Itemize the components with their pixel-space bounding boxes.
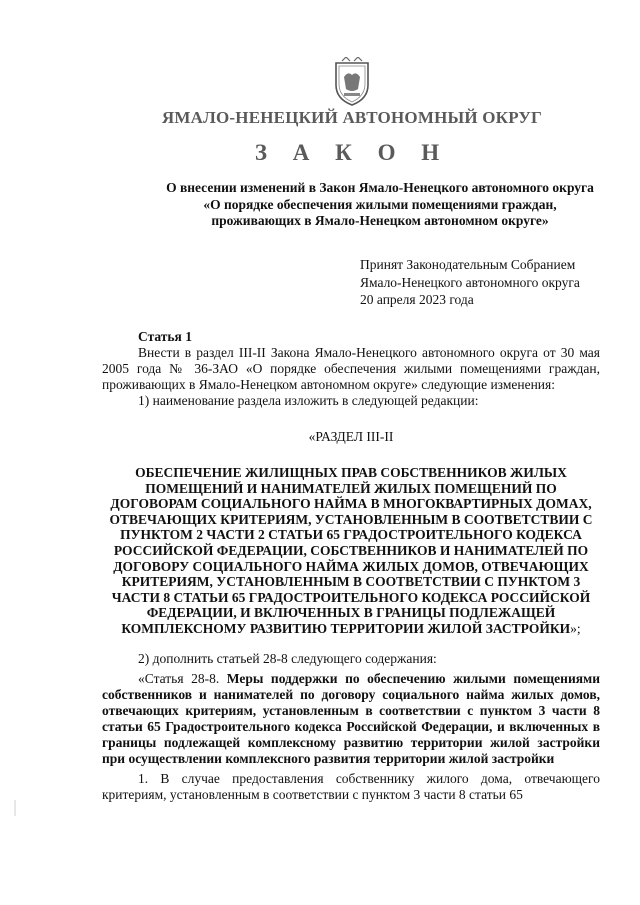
article-intro: Внести в раздел III-II Закона Ямало-Ненецкого автономного округа от 30 мая 2005 года № 36-ЗАО «О порядке обеспечения жилыми помещениями граждан, проживающих в Ямало-Ненецком автономном округе» следующие изменения: (102, 345, 600, 392)
subject-line-1: О внесении изменений в Закон Ямало-Ненецкого автономного округа (166, 180, 594, 195)
adoption-line-1: Принят Законодательным Собранием (360, 257, 576, 272)
law-subject (100, 180, 640, 230)
scan-margin-mark (14, 800, 16, 816)
new-article (102, 671, 600, 767)
item-1: 1) наименование раздела изложить в следующей редакции: (138, 393, 479, 408)
adoption-line-2: Ямало-Ненецкого автономного округа (360, 274, 580, 290)
coat-of-arms-icon (330, 57, 374, 107)
section-heading: «РАЗДЕЛ III-II (308, 429, 394, 444)
region-title: ЯМАЛО-НЕНЕЦКИЙ АВТОНОМНЫЙ ОКРУГ (161, 108, 543, 127)
new-article-prefix: «Статья 28-8. (138, 670, 227, 686)
adoption-date: 20 апреля 2023 года (360, 292, 474, 307)
adoption-note (360, 256, 580, 309)
item-2: 2) дополнить статьей 28-8 следующего содержания: (138, 650, 437, 666)
subject-line-2: «О порядке обеспечения жилыми помещениями граждан, (203, 196, 557, 212)
article-heading: Статья 1 (138, 329, 192, 344)
section-title (102, 465, 600, 637)
section-title-end: »; (570, 620, 581, 636)
new-article-title: Меры поддержки по обеспечению жилыми помещениями собственников и нанимателей по договору социального найма жилых домов, отвечающих критериям, установленным в соответствии с пунктом 3 части 8 статьи 65 Градостроительного кодекса Российской Федерации, и включенных в границы подлежащей комплексному развитию территории жилой застройки при осуществлении комплексного развития территории жилой застройки (102, 670, 600, 766)
paragraph-1: 1. В случае предоставления собственнику жилого дома, отвечающего критериям, установленным в соответствии с пунктом 3 части 8 статьи 65 (102, 770, 600, 802)
section-title-text: ОБЕСПЕЧЕНИЕ ЖИЛИЩНЫХ ПРАВ СОБСТВЕННИКОВ ЖИЛЫХ ПОМЕЩЕНИЙ И НАНИМАТЕЛЕЙ ЖИЛЫХ ПОМЕЩЕНИЙ ПО ДОГОВОРАМ СОЦИАЛЬНОГО НАЙМА В МНОГОКВАРТИРНЫХ ДОМАХ, ОТВЕЧАЮЩИХ КРИТЕРИЯМ, УСТАНОВЛЕННЫМ В СООТВЕТСТВИИ С ПУНКТОМ 2 ЧАСТИ 2 СТАТЬИ 65 ГРАДОСТРОИТЕЛЬНОГО КОДЕКСА РОССИЙСКОЙ ФЕДЕРАЦИИ, СОБСТВЕННИКОВ И НАНИМАТЕЛЕЙ ПО ДОГОВОРУ СОЦИАЛЬНОГО НАЙМА ЖИЛЫХ ДОМОВ, ОТВЕЧАЮЩИХ КРИТЕРИЯМ, УСТАНОВЛЕННЫМ В СООТВЕТСТВИИ С ПУНКТОМ 3 ЧАСТИ 8 СТАТЬИ 65 ГРАДОСТРОИТЕЛЬНОГО КОДЕКСА РОССИЙСКОЙ ФЕДЕРАЦИИ, И ВКЛЮЧЕННЫХ В ГРАНИЦЫ ПОДЛЕЖАЩЕЙ КОМПЛЕКСНОМУ РАЗВИТИЮ ТЕРРИТОРИИ ЖИЛОЙ ЗАСТРОЙКИ (109, 465, 593, 636)
subject-line-3: проживающих в Ямало-Ненецком автономном округе» (211, 213, 549, 228)
document-body (102, 329, 600, 803)
document-type-title: З А К О Н (254, 140, 450, 165)
